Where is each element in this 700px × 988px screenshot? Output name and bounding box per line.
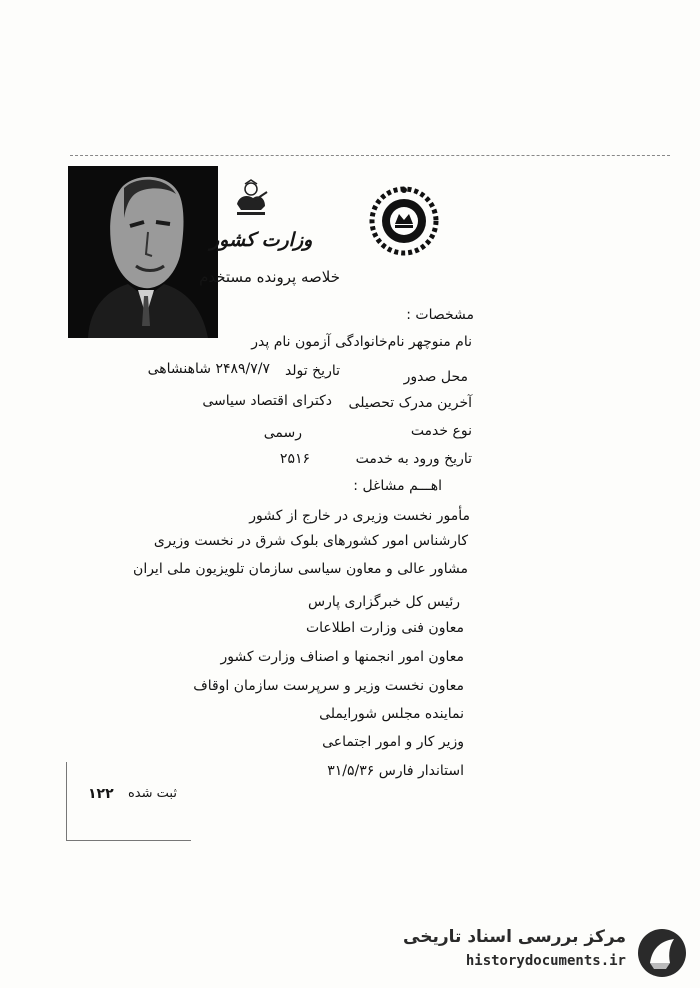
section-personal-heading: مشخصات : xyxy=(406,307,474,323)
registry-box xyxy=(66,762,191,841)
service-type-value: رسمی xyxy=(263,425,302,441)
position-item: نماینده مجلس شورایملی xyxy=(319,706,464,722)
position-item: معاون نخست وزیر و سرپرست سازمان اوقاف xyxy=(193,678,464,694)
portrait-photo xyxy=(68,166,218,338)
position-item: مشاور عالی و معاون سیاسی سازمان تلویزیون ملی ایران xyxy=(133,561,468,577)
education-value: دکترای اقتصاد سیاسی xyxy=(202,393,332,409)
education-label: آخرین مدرک تحصیلی xyxy=(348,395,472,411)
archive-logo-icon xyxy=(636,927,688,979)
document-title: خلاصه پرونده مستخدم xyxy=(199,268,340,286)
birth-date-value: ۲۴۸۹/۷/۷ شاهنشاهی xyxy=(147,361,270,377)
position-item: معاون امور انجمنها و اصناف وزارت کشور xyxy=(220,649,464,665)
name-line: نام منوچهر نام‌خانوادگی آزمون نام پدر xyxy=(251,334,472,350)
entry-date-label: تاریخ ورود به خدمت xyxy=(355,451,472,467)
position-item: رئیس کل خبرگزاری پارس xyxy=(308,594,460,610)
top-divider xyxy=(70,155,670,156)
position-item: مأمور نخست وزیری در خارج از کشور xyxy=(249,508,470,524)
watermark-url: historydocuments.ir xyxy=(465,953,626,969)
imperial-seal xyxy=(369,186,439,256)
position-item: کارشناس امور کشورهای بلوک شرق در نخست وزیری xyxy=(153,533,468,549)
ministry-name: وزارت کشور xyxy=(210,229,313,251)
lion-and-sun-emblem xyxy=(233,180,269,218)
position-item: معاون فنی وزارت اطلاعات xyxy=(305,620,464,636)
registry-label: ثبت شده xyxy=(128,786,177,801)
birth-date-label: تاریخ تولد xyxy=(284,363,340,379)
watermark xyxy=(403,925,688,977)
watermark-name: مرکز بررسی اسناد تاریخی xyxy=(403,927,626,947)
entry-date-value: ۲۵۱۶ xyxy=(279,451,310,467)
position-item: وزیر کار و امور اجتماعی xyxy=(322,734,464,750)
section-positions-heading: اهـــم مشاغل : xyxy=(353,478,442,494)
birth-place-label: محل صدور xyxy=(403,369,468,385)
registry-number: ۱۲۲ xyxy=(88,786,114,802)
service-type-label: نوع خدمت xyxy=(410,423,472,439)
position-item: استاندار فارس ۳۱/۵/۳۶ xyxy=(327,763,464,779)
